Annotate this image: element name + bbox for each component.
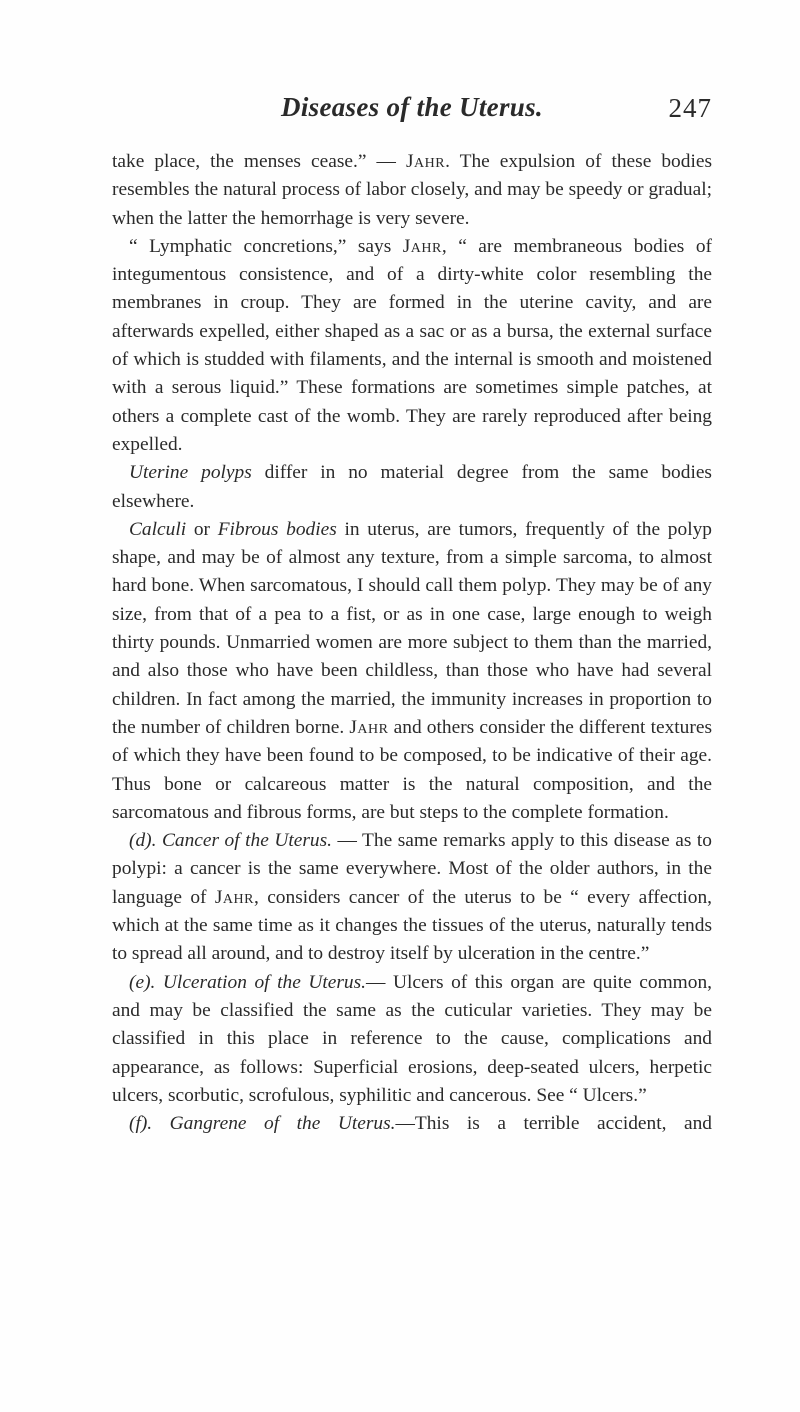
section-heading: (f). Gangrene of the Uterus. bbox=[129, 1113, 396, 1135]
running-title: Diseases of the Uterus. bbox=[281, 92, 543, 122]
author-name: Jahr bbox=[214, 886, 254, 908]
paragraph-gangrene bbox=[112, 1110, 712, 1138]
paragraph-text: —This is a terrible accident, and bbox=[395, 1113, 712, 1135]
paragraph-text: and others consider the different textures of which they have been found to be composed, to be indicative of their age. Thus bone or calcareous matter is the natural composition, and the sarcomatous and fibrous forms, are but steps to the complete formation. bbox=[112, 716, 712, 823]
section-heading: Fibrous bodies bbox=[217, 518, 337, 540]
paragraph-text: “ Lymphatic concretions,” says bbox=[129, 235, 403, 257]
section-heading: (e). Ulceration of the Uterus. bbox=[129, 971, 366, 993]
paragraph-text: , “ are membraneous bodies of integumentous consistence, and of a dirty-white color resembling the membranes in croup. They are formed in the uterine cavity, and are afterwards expelled, either shaped as a sac or as a bursa, the external surface of which is studded with filaments, and the internal is smooth and moistened with a serous liquid.” These formations are sometimes simple patches, at others a complete cast of the womb. They are rarely reproduced after being expelled. bbox=[112, 235, 712, 455]
author-name: Jahr bbox=[405, 151, 446, 172]
paragraph-cancer bbox=[112, 827, 712, 968]
paragraph-text: or bbox=[186, 518, 218, 540]
author-name: Jahr bbox=[402, 235, 442, 257]
section-heading: (d). Cancer of the Uterus. bbox=[129, 830, 332, 852]
paragraph-text: take place, the menses cease.” — bbox=[112, 151, 406, 172]
paragraph-text: . The expulsion of these bodies resembles the natural process of labor closely, and may be speedy or gradual; when the latter the hemorrhage is very severe. bbox=[112, 151, 712, 229]
paragraph-ulceration bbox=[112, 969, 712, 1110]
section-heading: Calculi bbox=[129, 518, 187, 540]
paragraph-calculi bbox=[112, 516, 712, 827]
paragraph-text: — Ulcers of this organ are quite common, and may be classified the same as the cuticular varieties. They may be classified in this place in reference to the cause, complications and appearance, as follows: Superficial erosions, deep-seated ulcers, herpetic ulcers, scorbutic, scrofulous, syphilitic and cancerous. See “ Ulcers.” bbox=[112, 971, 712, 1106]
paragraph-uterine-polyps bbox=[112, 459, 712, 516]
paragraph-text: , considers cancer of the uterus to be “ every affection, which at the same time as it changes the tissues of the uterus, naturally tends to spread all around, and to destroy itself by ulceration in the centre.” bbox=[112, 886, 712, 965]
paragraph-text: — The same remarks apply to this disease as to polypi: a cancer is the same everywhere. Most of the older authors, in the language of bbox=[112, 830, 712, 908]
paragraph-text: differ in no material degree from the same bodies elsewhere. bbox=[112, 462, 712, 512]
section-heading: Uterine polyps bbox=[129, 462, 252, 484]
body-text bbox=[112, 148, 712, 1138]
paragraph-lymphatic-concretions bbox=[112, 233, 712, 459]
paragraph-text: in uterus, are tumors, frequently of the polyp shape, and may be of almost any texture, from a simple sarcoma, to almost hard bone. When sarcomatous, I should call them polyp. They may be of any size, from that of a pea to a fist, or as in one case, large enough to weigh thirty pounds. Unmarried women are more subject to them than the married, and also those who have been childless, than those who have had several children. In fact among the married, the immunity increases in proportion to the number of children borne. bbox=[112, 518, 712, 738]
author-name: Jahr bbox=[349, 716, 389, 738]
page-header bbox=[112, 92, 712, 132]
paragraph-menses bbox=[112, 148, 712, 233]
page-number: 247 bbox=[668, 93, 712, 123]
